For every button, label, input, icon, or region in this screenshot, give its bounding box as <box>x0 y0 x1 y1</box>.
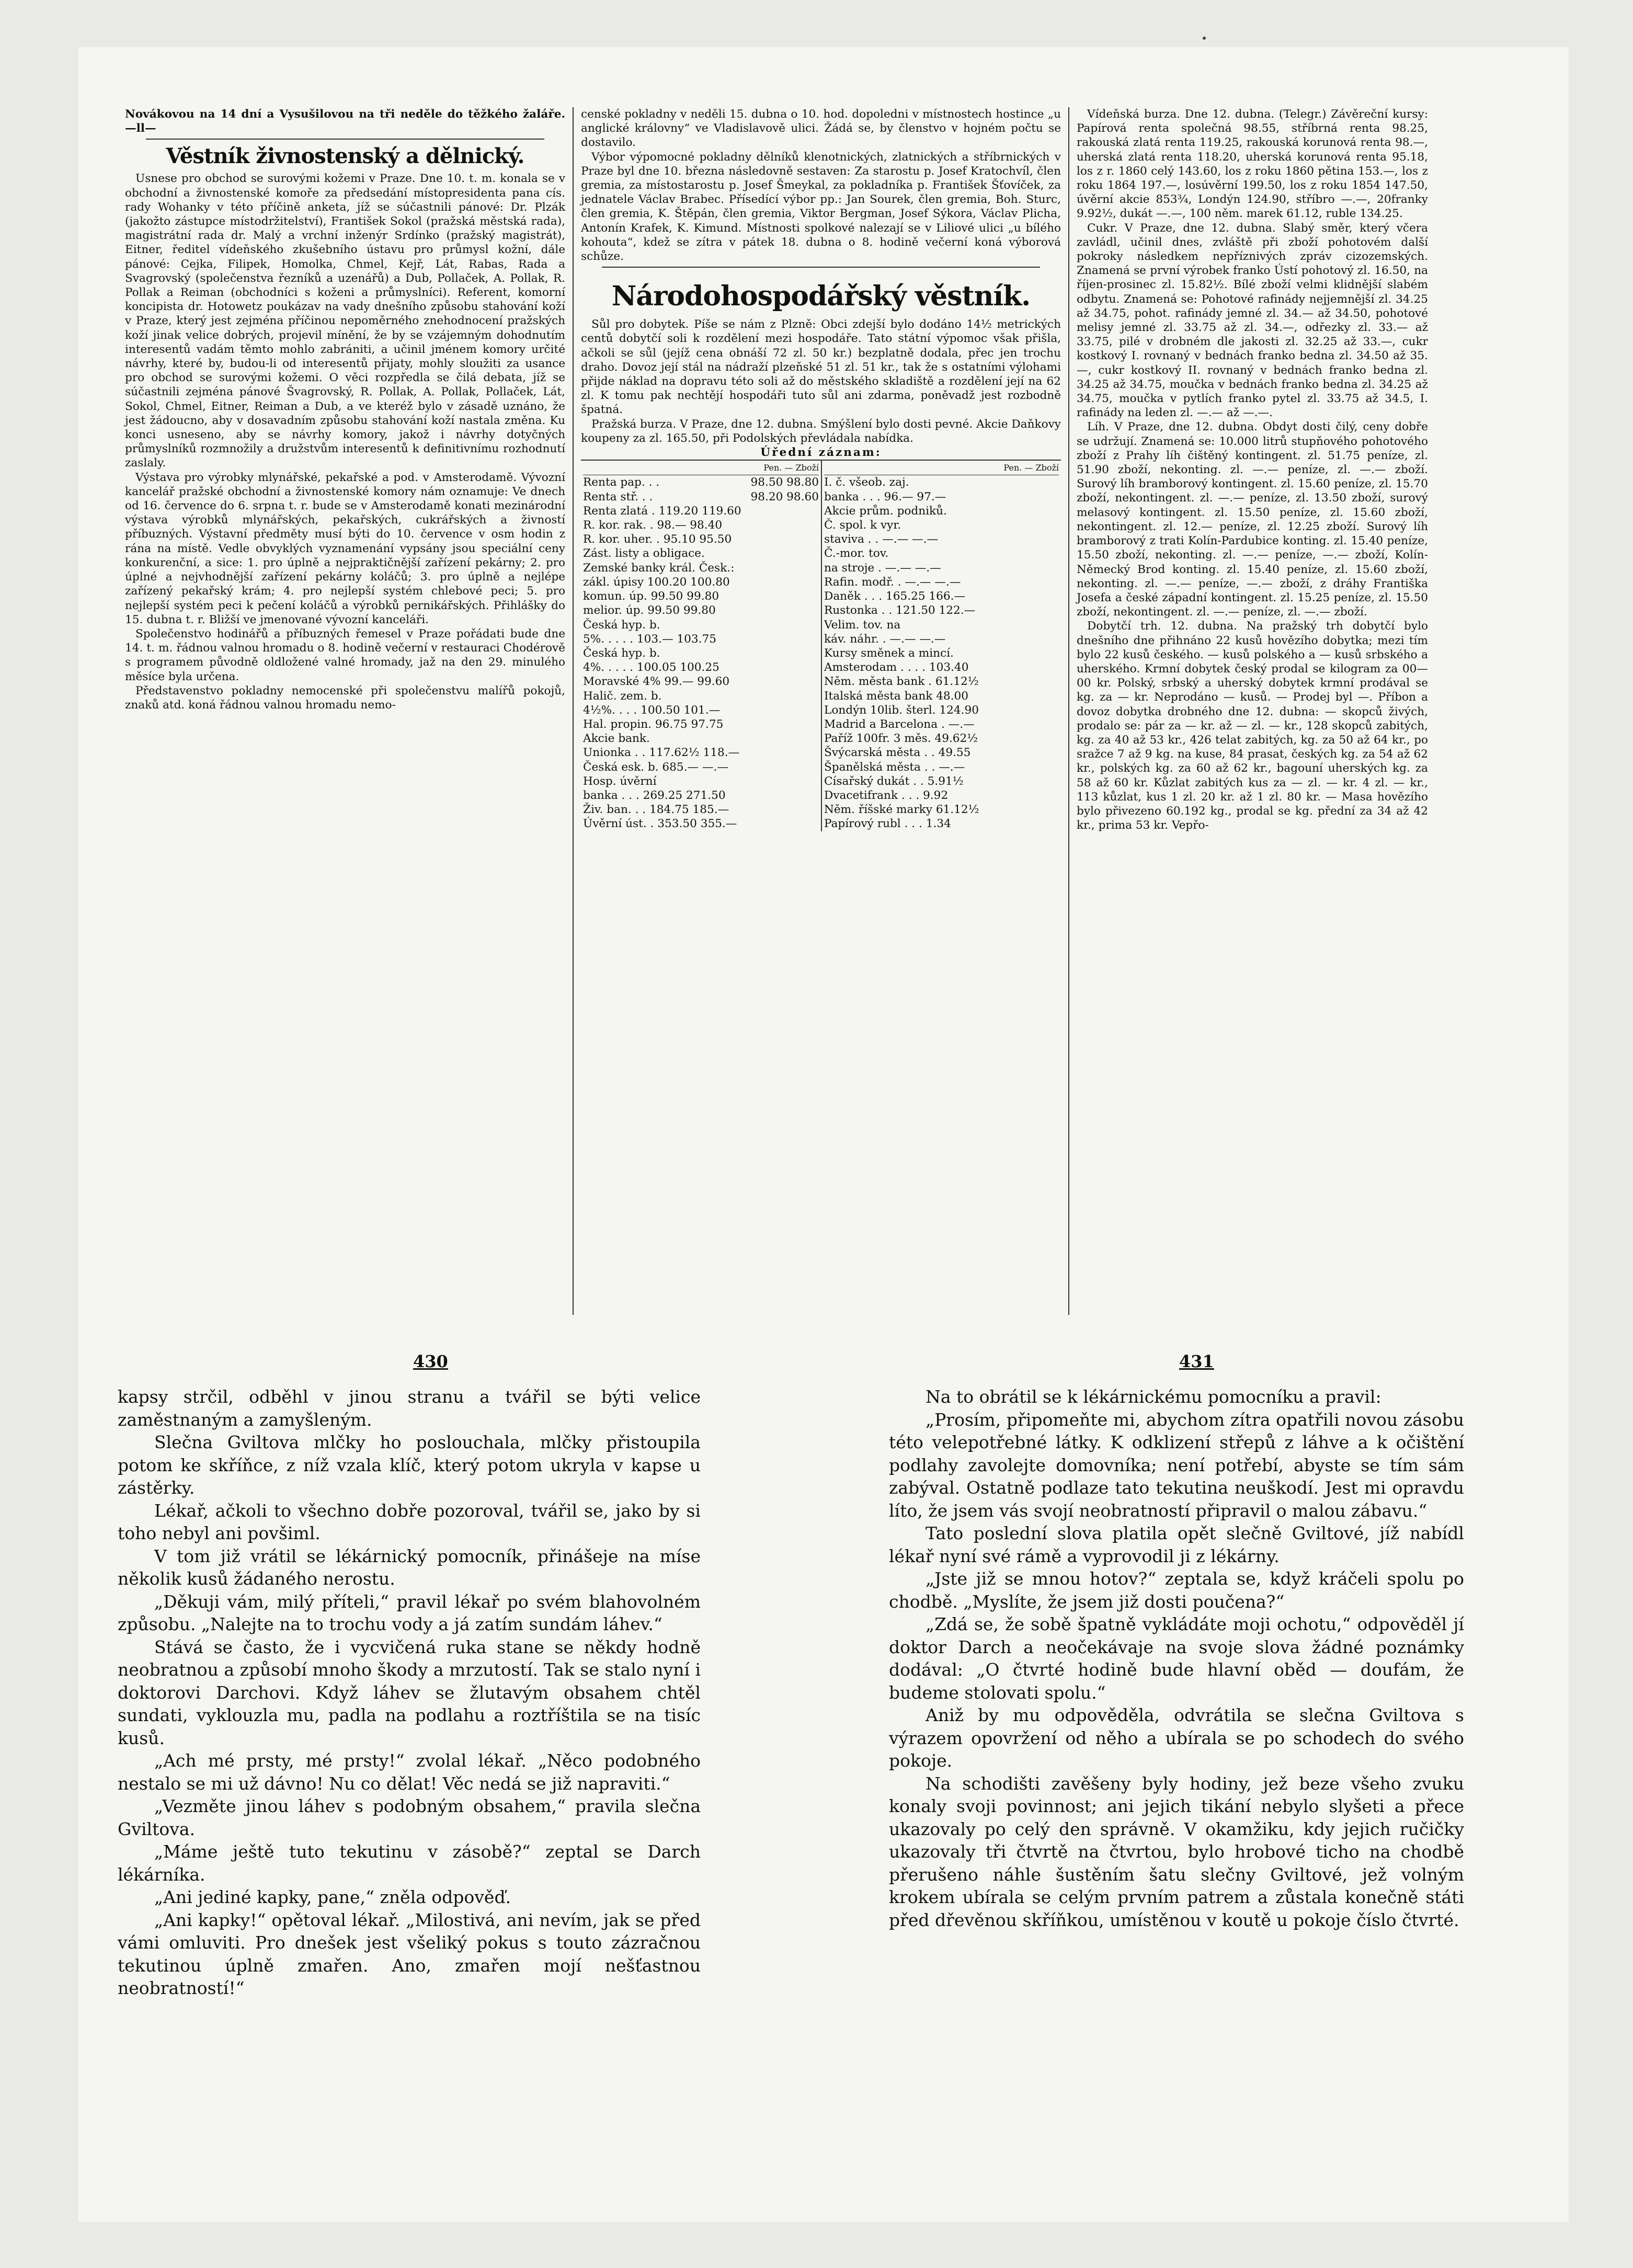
table-cell-label: Dvacetifrank . . . 9.92 <box>824 788 949 802</box>
table-row <box>824 746 1059 760</box>
table-row <box>824 689 1059 703</box>
table-cell-label: Madrid a Barcelona . —.— <box>824 717 975 731</box>
column-2 <box>573 107 1069 1315</box>
table-cell-value <box>996 490 1059 504</box>
table-cell-value <box>756 674 819 689</box>
table-header: Pen. — Zboží <box>824 461 1059 475</box>
table-cell-label: I. č. všeob. zaj. <box>824 476 909 489</box>
table-row <box>583 760 819 774</box>
story-left-page <box>118 1385 701 2000</box>
intro-text: Novákovou na 14 dní a Vysušilovou na tři neděle do těžkého žaláře. —ll— <box>125 108 565 135</box>
table-row <box>583 689 819 703</box>
section-heading-trade: Věstník živnostenský a dělnický. <box>166 144 524 169</box>
table-cell-label: Velim. tov. na <box>824 618 901 632</box>
section-heading-economy: Národohospodářský věstník. <box>611 280 1031 313</box>
table-cell-label: R. kor. rak. . 98.— 98.40 <box>583 519 723 532</box>
table-cell-value <box>996 632 1059 646</box>
table-row <box>824 731 1059 746</box>
table-cell-value <box>996 518 1059 532</box>
table-row <box>824 703 1059 717</box>
table-cell-value <box>996 618 1059 632</box>
table-cell-value <box>996 561 1059 575</box>
table-cell-label: Živ. ban. . . 184.75 185.— <box>583 803 729 817</box>
table-cell-label: Paříž 100fr. 3 měs. 49.62½ <box>824 732 978 746</box>
table-cell-value <box>996 817 1059 831</box>
table-cell-label: na stroje . —.— —.— <box>824 561 941 575</box>
table-cell-value <box>996 803 1059 817</box>
table-cell-label: banka . . . 269.25 271.50 <box>583 788 726 802</box>
table-cell-label: Unionka . . 117.62½ 118.— <box>583 746 740 760</box>
story-paragraph: „Máme ještě tuto tekutinu v zásobě?“ zeptal se Darch lékárníka. <box>118 1841 701 1885</box>
table-cell-label: R. kor. uher. . 95.10 95.50 <box>583 533 732 546</box>
table-cell-value <box>756 632 819 646</box>
table-row <box>583 618 819 632</box>
table-row <box>824 532 1059 546</box>
article-paragraph: Sůl pro dobytek. Píše se nám z Plzně: Obci zdejší bylo dodáno 14½ metrických centů dobytčí soli k rozdělení mezi hospodáře. Tato státní výpomoc však přišla, ačkoli se sůl (jejíž cena obnáší 72 zl. 50 kr.) bezplatně dodala, přec jen trochu draho. Dovoz její stál na nádraží plzeňské 51 zl. 51 kr., tak že s ostatními výlohami přijde náklad na dopravu této soli až do městského skladiště a rozdělení její na 62 zl. K tomu pak nechtějí hospodáři tuto sůl ani zdarma, poněvadž jest rozbodně špatná. <box>581 318 1061 417</box>
article-paragraph: Usnese pro obchod se surovými kožemi v Praze. Dne 10. t. m. konala se v obchodní a živnostenské komoře za předsedání místopresidenta pana cís. rady Wohanky v této příčině anketa, jíž se súčastnili pánové: Dr. Plzák (jakožto zástupce místodržitelství), František Sokol (pražská městská rada), magistrátní rada dr. Malý a vrchní inženýr Srdínko (pražský magistrát), Eitner, ředitel vídeňského zkušebního ústavu pro průmysl kožní, dále pánové: Cejka, Filipek, Homolka, Chmel, Kejř, Lát, Rabas, Rada a Svagrovský (společenstva řezníků a uzenářů) a Dub, Pollaček, A. Pollak, R. Pollak a Reiman (obchodníci s koženi a průmyslníci). Referent, komorní koncipista dr. Hotowetz poukázav na vady dnešního způsobu stahování koží v Praze, který jest zejména příčinou nepoměrného znehodnocení pražských koží jinak velice dobrých, projevil mínění, že by se vzájemným dohodnutím interesentů vadám těmto mohlo zabrániti, a učinil jménem komory určité návrhy, které by, budou-li od interesentů přijaty, mohly sloužiti za usance pro obchod se surovými kožemi. O věci rozpředla se čilá debata, jíž se súčastnili zejména pánové Švagrovský, R. Pollak, A. Pollak, Pollaček, Lát, Sokol, Chmel, Eitner, Reiman a Dub, a ve kteréž bylo v zásadě uznáno, že jest žádoucno, aby v dosavadním způsobu stahování koží nastala změna. Ku konci usneseno, aby se návrhy komory, jakož i návrhy dotyčných průmyslníků rozmnožily a družstvům interesentů k definitivnímu rozhodnutí zaslaly. <box>125 172 565 470</box>
table-row <box>583 589 819 603</box>
table-cell-label: Č. spol. k vyr. <box>824 519 901 532</box>
table-cell-label: Renta pap. . . <box>583 476 660 489</box>
story-paragraph: „Jste již se mnou hotov?“ zeptala se, když kráčeli spolu po chodbě. „Myslíte, že jsem již dosti poučena?“ <box>889 1568 1464 1612</box>
page-number-right: 431 <box>1179 1351 1214 1371</box>
table-cell-label: Renta stř. . . <box>583 490 653 503</box>
article-paragraph: Cukr. V Praze, dne 12. dubna. Slabý směr, který včera zavládl, učinil dnes, zvláště při zboží pohotovém další pokroky následkem nepříznivých zpráv cizozemských. Znamená se první výrobek franko Ústí pohotový zl. 16.50, na říjen-prosinec zl. 15.82½. Bílé zboží velmi klidnější slabém odbytu. Znamená se: Pohotové rafinády nejjemnější zl. 34.25 až 34.75, pohot. rafinády jemné zl. 34.— až 34.50, pohotové melisy jemné zl. 33.75 až zl. 34.—, odřezky zl. 33.— až 33.75, pilé v drobném dle jakosti zl. 32.25 až 33.—, cukr kostkový I. rovnaný v bednách franko bedna zl. 34.50 až 35.—, cukr kostkový II. rovnaný v bednách franko bedna zl. 34.25 až 34.75, moučka v bednách franko bedna zl. 34.25 až 34.75, moučka v pytlích franko pytel zl. 33.75 až 34.5, I. rafinády na leden zl. —.— až —.—. <box>1077 221 1428 420</box>
table-row <box>583 674 819 689</box>
table-cell-value <box>756 504 819 518</box>
table-cell-value <box>756 546 819 560</box>
story-paragraph: „Vezměte jinou láhev s podobným obsahem,“ pravila slečna Gviltova. <box>118 1796 701 1839</box>
story-paragraph: Na schodišti zavěšeny byly hodiny, jež beze všeho zvuku konaly svoji povinnost; ani jejich tikání nebylo slyšeti a přece ukazovaly po celý den správně. V okamžiku, kdy jejich ručičky ukazovaly tři čtvrtě na čtvrtou, bylo hrobové ticho na chodbě přerušeno náhle šustěním šatu slečny Gviltové, jež volným krokem ubírala se celým prvním patrem a zůstala konečně státi před dřevěnou skříňkou, umístěnou v koutě u pokoje číslo čtvrté. <box>889 1773 1464 1930</box>
article-paragraph: Pražská burza. V Praze, dne 12. dubna. Smýšlení bylo dosti pevné. Akcie Daňkovy koupeny za zl. 165.50, při Podolských převládala nabídka. <box>581 417 1061 445</box>
table-cell-label: Úvěrní úst. . 353.50 355.— <box>583 817 737 831</box>
story-paragraph: Aniž by mu odpověděla, odvrátila se slečna Gviltova s výrazem opovržení od něho a ubírala se po schodech do svého pokoje. <box>889 1705 1464 1771</box>
table-cell-label: Švýcarská města . . 49.55 <box>824 746 971 760</box>
table-cell-value <box>996 703 1059 717</box>
table-row <box>824 632 1059 646</box>
table-cell-value <box>996 646 1059 660</box>
table-row <box>583 660 819 674</box>
story-paragraph: Tato poslední slova platila opět slečně Gviltové, jíž nabídl lékař nyní své rámě a vyprovodil ji z lékárny. <box>889 1523 1464 1566</box>
table-cell-label: Zemské banky král. Česk.: <box>583 561 735 575</box>
story-paragraph: Stává se často, že i vycvičená ruka stane se někdy hodně neobratnou a způsobí mnoho škody a mrzutostí. Tak se stalo nyní i doktorovi Darchovi. Když láhev se žlutavým obsahem chtěl sundati, vyklouzla mu, padla na podlahu a roztříštila se na tisíc kusů. <box>118 1636 701 1748</box>
table-row <box>583 475 819 489</box>
table-cell-value <box>756 760 819 774</box>
table-row <box>824 546 1059 560</box>
table-cell-label: Zást. listy a obligace. <box>583 547 705 560</box>
table-row <box>583 746 819 760</box>
column-3 <box>1069 107 1435 1315</box>
table-row <box>583 803 819 817</box>
table-cell-label: Daněk . . . 165.25 166.— <box>824 590 966 603</box>
table-cell-value <box>996 475 1059 489</box>
table-cell-label: Hal. propin. 96.75 97.75 <box>583 717 724 731</box>
story-paragraph: kapsy strčil, odběhl v jinou stranu a tvářil se býti velice zaměstnaným a zamyšleným. <box>118 1387 701 1430</box>
table-row <box>824 490 1059 504</box>
table-cell-value <box>996 774 1059 788</box>
table-cell-label: Česká esk. b. 685.— —.— <box>583 760 729 774</box>
story-right-page <box>889 1385 1464 1931</box>
table-cell-label: 4½%. . . . 100.50 101.— <box>583 703 721 717</box>
table-row <box>583 532 819 546</box>
table-row <box>824 603 1059 617</box>
table-row <box>824 561 1059 575</box>
table-row <box>824 618 1059 632</box>
table-cell-value <box>996 717 1059 731</box>
table-cell-value <box>756 603 819 617</box>
story-paragraph: Slečna Gviltova mlčky ho poslouchala, mlčky přistoupila potom ke skříňce, z níž vzala klíč, který potom ukryla v kapse u zástěrky. <box>118 1432 701 1498</box>
table-row <box>583 561 819 575</box>
table-cell-label: Italská města bank 48.00 <box>824 689 969 703</box>
table-cell-value <box>756 646 819 660</box>
table-cell-value <box>996 504 1059 518</box>
table-cell-value <box>756 731 819 746</box>
table-cell-value <box>756 817 819 831</box>
table-cell-value <box>996 546 1059 560</box>
table-cell-value <box>756 774 819 788</box>
table-row <box>583 546 819 560</box>
table-cell-value <box>756 575 819 589</box>
table-cell-value <box>756 717 819 731</box>
newspaper-top-section <box>118 107 1435 1315</box>
table-cell-value <box>996 760 1059 774</box>
table-row <box>583 731 819 746</box>
story-paragraph: „Prosím, připomeňte mi, abychom zítra opatřili novou zásobu této velepotřebné látky. K odklizení střepů z láhve a k očištění podlahy zavolejte domovníka; není potřebí, abyste se tím sám zabýval. Ostatně podlaze tato tekutina neuškodí. Jest mi opravdu líto, že jsem vás svojí neobratností připravil o malou zábavu.“ <box>889 1409 1464 1521</box>
divider <box>146 139 544 140</box>
table-row <box>824 717 1059 731</box>
table-row <box>583 518 819 532</box>
column-1 <box>118 107 573 1315</box>
speck <box>1203 37 1206 40</box>
table-row <box>824 646 1059 660</box>
story-paragraph: „Ach mé prsty, mé prsty!“ zvolal lékař. „Něco podobného nestalo se mi už dávno! Nu co dělat! Věc nedá se již napraviti.“ <box>118 1750 701 1794</box>
story-paragraph: V tom již vrátil se lékárnický pomocník, přinášeje na míse několik kusů žádaného nerostu. <box>118 1545 701 1589</box>
table-cell-label: Česká hyp. b. <box>583 618 660 632</box>
table-cell-value <box>996 731 1059 746</box>
table-cell-label: Papírový rubl . . . 1.34 <box>824 817 951 831</box>
table-cell-value <box>996 788 1059 803</box>
table-cell-value <box>756 561 819 575</box>
table-cell-value <box>996 674 1059 689</box>
table-cell-label: zákl. úpisy 100.20 100.80 <box>583 575 730 589</box>
table-cell-label: Amsterodam . . . . 103.40 <box>824 661 969 674</box>
table-cell-label: Moravské 4% 99.— 99.60 <box>583 675 730 689</box>
story-paragraph: „Ani kapky!“ opětoval lékař. „Milostivá, ani nevím, jak se před vámi omluviti. Pro dnešek jest všeliký pokus s touto zázračnou tekutinou úplně zmařen. Ano, zmařen mojí nešťastnou neobratností!“ <box>118 1909 701 1998</box>
table-row <box>583 817 819 831</box>
table-cell-value <box>756 803 819 817</box>
table-cell-label: staviva . . —.— —.— <box>824 533 939 546</box>
table-cell-value <box>996 689 1059 703</box>
story-paragraph: Na to obrátil se k lékárnickému pomocníku a pravil: <box>926 1387 1381 1407</box>
article-paragraph: Dobytčí trh. 12. dubna. Na pražský trh dobytčí bylo dnešního dne přihnáno 22 kusů hovězího dobytka; mezi tím bylo 22 kusů českého. — kusů polského a — kusů srbského a uherského. Krmní dobytek český prodal se kilogram za 00—00 kr. Polský, srbský a uherský dobytek krmní prodával se kg. za — kr. Neprodáno — kusů. — Prodej byl —. Příbon a dovoz dobytka drobného dne 12. dubna: — skopců živých, prodalo se: pár za — kr. až — zl. — kr., 128 skopců zabitých, kg. za 40 až 53 kr., 426 telat zabitých, kg. za 50 až 64 kr., po sražce 7 až 9 kg. na kuse, 84 prasat, českých kg. za 54 až 62 kr., polských kg. za 60 až 62 kr., bagouní uherských kg. za 58 až 60 kr. Kůzlat zabitých kus za — zl. — kr. 4 zl. — kr., 113 kůzlat, kus 1 zl. 20 kr. až 1 zl. 80 kr. — Masa hovězího bylo přivezeno 60.192 kg., prodal se kg. přední za 34 až 42 kr., prima 53 kr. Vepřo- <box>1077 620 1428 832</box>
table-row <box>583 575 819 589</box>
table-cell-label: komun. úp. 99.50 99.80 <box>583 590 720 603</box>
table-row <box>824 575 1059 589</box>
table-cell-value <box>756 746 819 760</box>
story-paragraph: Lékař, ačkoli to všechno dobře pozoroval, tvářil se, jako by si toho nebyl ani povšiml. <box>118 1500 701 1543</box>
table-cell-label: Akcie bank. <box>583 732 650 746</box>
table-row <box>824 660 1059 674</box>
table-cell-value <box>996 532 1059 546</box>
table-row <box>583 603 819 617</box>
table-row <box>583 717 819 731</box>
table-cell-value <box>756 518 819 532</box>
table-cell-value <box>756 689 819 703</box>
table-cell-label: melior. úp. 99.50 99.80 <box>583 604 716 617</box>
article-paragraph: Výbor výpomocné pokladny dělníků klenotnických, zlatnických a stříbrnických v Praze byl dne 10. března následovně sestaven: Za starostu p. Josef Kratochvíl, člen gremia, za místostarostu p. Josef Šmeykal, za pokladníka p. František Šťovíček, za jednatele Václav Brabec. Přísedící výbor pp.: Jan Sourek, člen gremia, Boh. Sturc, člen gremia, K. Štěpán, člen gremia, Viktor Bergman, Josef Sýkora, Václav Plicha, Antonín Krafek, K. Kimund. Místnosti spolkové nalezají se v Liliové ulici „u bílého kohouta“, kdež se zítra v pátek 18. dubna o 8. hodině večerní koná výborová schůze. <box>581 150 1061 264</box>
table-row <box>583 646 819 660</box>
page-number-left: 430 <box>413 1351 448 1371</box>
table-cell-label: 5%. . . . . 103.— 103.75 <box>583 632 716 646</box>
table-cell-label: káv. náhr. . —.— —.— <box>824 632 946 646</box>
exchange-table <box>581 460 1061 831</box>
table-row <box>824 760 1059 774</box>
table-cell-label: Londýn 10lib. šterl. 124.90 <box>824 703 979 717</box>
table-row <box>824 504 1059 518</box>
table-cell-value: 98.20 98.60 <box>750 490 819 503</box>
table-cell-value <box>756 618 819 632</box>
table-cell-label: Renta zlatá . 119.20 119.60 <box>583 504 741 518</box>
table-cell-label: Akcie prům. podniků. <box>824 504 947 518</box>
table-cell-label: Rafin. modř. . —.— —.— <box>824 575 961 589</box>
table-row <box>824 518 1059 532</box>
table-row <box>824 817 1059 831</box>
article-paragraph: Vídeňská burza. Dne 12. dubna. (Telegr.) Závěreční kursy: Papírová renta společná 98.55, stříbrná renta 98.25, rakouská zlatá renta 119.25, rakouská korunová renta 98.—, uherská zlatá renta 118.20, uherská korunová renta 95.18, los z r. 1860 celý 143.60, los z roku 1860 pětina 153.—, los z roku 1864 197.—, losúvěrní 199.50, los z roku 1854 147.50, úvěrní akcie 853¾, Londýn 124.90, stříbro —.—, 20franky 9.92½, dukát —.—, 100 něm. marek 61.12, ruble 134.25. <box>1077 108 1428 221</box>
story-paragraph: „Ani jediné kapky, pane,“ zněla odpověď. <box>154 1887 511 1907</box>
article-paragraph: Představenstvo pokladny nemocenské při společenstvu malířů pokojů, znaků atd. koná řádnou valnou hromadu nemo- <box>125 684 565 712</box>
table-cell-label: Hosp. úvěrní <box>583 774 657 788</box>
table-title: Úřední záznam: <box>760 446 882 460</box>
table-cell-value <box>996 660 1059 674</box>
table-cell-label: Rustonka . . 121.50 122.— <box>824 604 976 617</box>
article-paragraph: Společenstvo hodinářů a příbuzných řemesel v Praze pořádati bude dne 14. t. m. řádnou valnou hromadu o 8. hodině večerní v restauraci Chodérově s programem původně oldložené valné hromady, jaž na den 29. minulého měsíce byla určena. <box>125 627 565 683</box>
table-row <box>583 504 819 518</box>
table-row <box>583 490 819 504</box>
table-cell-value <box>996 746 1059 760</box>
table-row <box>583 774 819 788</box>
table-row <box>583 632 819 646</box>
table-row <box>824 788 1059 803</box>
table-cell-value <box>756 788 819 803</box>
table-cell-value <box>756 532 819 546</box>
table-row <box>824 475 1059 489</box>
table-cell-value <box>996 575 1059 589</box>
table-cell-label: Kursy směnek a mincí. <box>824 646 954 660</box>
table-cell-label: Česká hyp. b. <box>583 646 660 660</box>
table-cell-label: Španělská města . . —.— <box>824 760 965 774</box>
table-cell-label: banka . . . 96.— 97.— <box>824 490 946 503</box>
exchange-table-right <box>821 461 1061 831</box>
table-cell-value <box>756 589 819 603</box>
article-paragraph: Líh. V Praze, dne 12. dubna. Obdyt dosti čilý, ceny dobře se udržují. Znamená se: 10.000 litrů stupňového pohotového zboží z Prahy líh čištěný kontingent. zl. 51.75 peníze, zl. 51.90 zboží, nekonting. zl. —.— peníze, zl. —.— zboží. Surový líh bramborový kontingent. zl. 15.60 peníze, zl. 15.70 zboží, nekontingent. zl. —.— peníze, zl. 13.50 zboží, surový melasový kontingent. zl. 15.50 peníze, zl. 15.60 zboží, nekontingent. zl. 12.— peníze, zl. 12.25 zboží. Surový líh bramborový z trati Kolín-Pardubice konting. zl. 15.40 peníze, 15.50 zboží, nekonting. zl. —.— peníze, —.— zboží, Kolín-Německý Brod konting. zl. 15.40 peníze, zl. 15.60 zboží, nekonting. zl. —.— peníze, —.— zboží, z dráhy Františka Josefa a české západní kontingent. zl. 15.25 peníze, zl. 15.50 zboží, nekontingent. zl. —.— peníze, zl. —.— zboží. <box>1077 420 1428 619</box>
table-cell-value <box>996 589 1059 603</box>
story-paragraph: „Děkuji vám, milý příteli,“ pravil lékař po svém blahovolném způsobu. „Nalejte na to trochu vody a já zatím sundám láhev.“ <box>118 1591 701 1634</box>
table-row <box>824 589 1059 603</box>
table-header: Pen. — Zboží <box>583 461 819 475</box>
table-cell-label: 4%. . . . . 100.05 100.25 <box>583 661 720 674</box>
table-row <box>583 788 819 803</box>
table-cell-value <box>756 703 819 717</box>
article-paragraph: censké pokladny v neděli 15. dubna o 10. hod. dopoledni v místnostech hostince „u anglické královny“ ve Vladislavově ulici. Žádá se, by členstvo v hojném počtu se dostavilo. <box>581 108 1061 150</box>
table-cell-value <box>756 660 819 674</box>
table-row <box>583 703 819 717</box>
exchange-table-left <box>581 461 821 831</box>
table-row <box>824 674 1059 689</box>
table-cell-value <box>996 603 1059 617</box>
story-paragraph: „Zdá se, že sobě špatně vykládáte moji ochotu,“ odpověděl jí doktor Darch a neočekávaje na svoje slova žádné poznámky dodával: „O čtvrté hodině bude hlavní oběd — doufám, že budeme stolovati spolu.“ <box>889 1614 1464 1703</box>
article-paragraph: Výstava pro výrobky mlynářské, pekařské a pod. v Amsterodamě. Vývozní kancelář pražské obchodní a živnostenské komory nám oznamuje: Ve dnech od 16. července do 6. srpna t. r. bude se v Amsterodamě konati mezinárodní výstava výrobků mlynářských, pekařských, cukrářských a živností příbuzných. Výstavní předměty musí býti do 10. července v osm hodin z rána na místě. Vedle obvyklých vyznamenání vypsány jsou speciální ceny konkurenční, a sice: 1. pro úplně a nejpraktičnější zařízení pekárny; 2. pro úplné a nejvhodnější zařízení pekárny koláčů; 3. pro úplně a nejlépe zařízený pekařský krám; 4. pro nejlepší systém chlebové peci; 5. pro nejlepší systém peci k pečení koláčů a výrobků pernikářských. Přihlášky do 15. dubna t. r. Bližší ve jmenované vývozní kanceláři. <box>125 471 565 626</box>
table-cell-label: Císařský dukát . . 5.91½ <box>824 774 964 788</box>
table-row <box>824 774 1059 788</box>
table-cell-label: Č.-mor. tov. <box>824 547 889 560</box>
table-cell-label: Něm. říšské marky 61.12½ <box>824 803 979 817</box>
table-cell-label: Halič. zem. b. <box>583 689 662 703</box>
divider <box>602 267 1040 268</box>
table-cell-value: 98.50 98.80 <box>750 476 819 489</box>
table-row <box>824 803 1059 817</box>
table-cell-label: Něm. města bank . 61.12½ <box>824 675 979 689</box>
